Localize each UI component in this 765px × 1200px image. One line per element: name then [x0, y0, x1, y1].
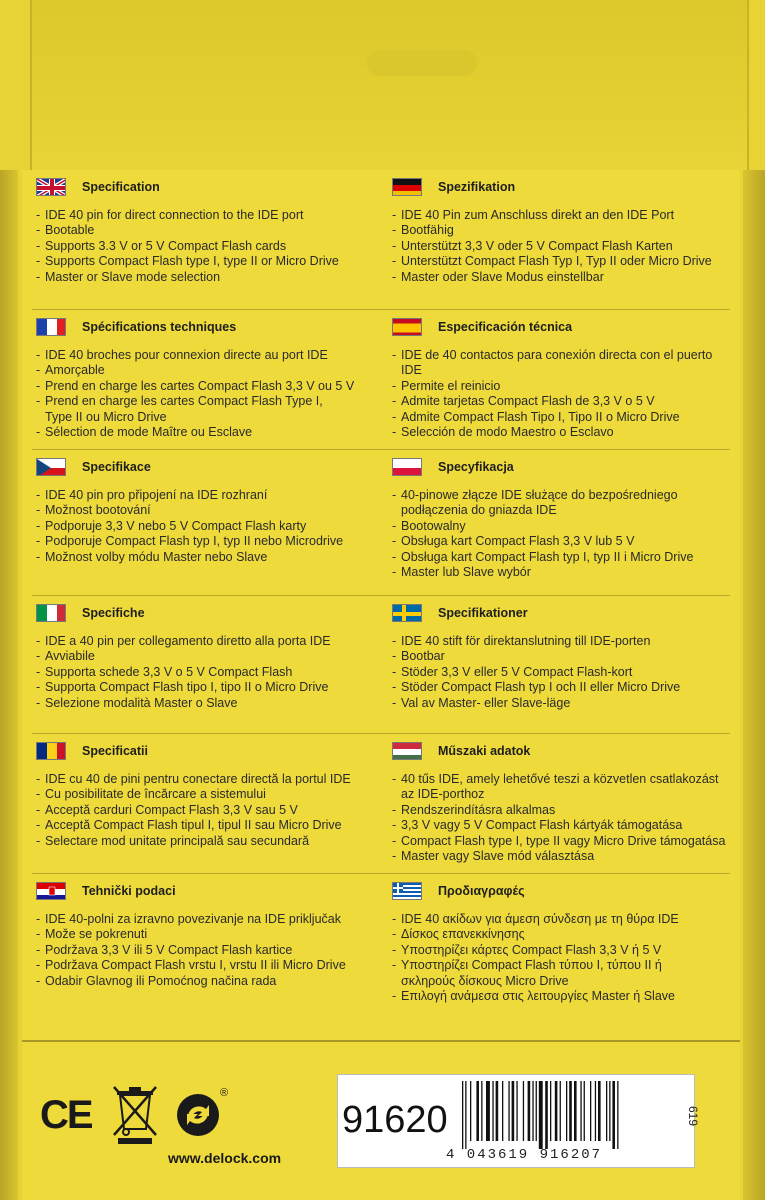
- feature-list: [392, 348, 730, 440]
- hang-slot: [367, 50, 477, 76]
- spec-section-se: [384, 596, 730, 734]
- sweden-flag-icon: [392, 604, 422, 622]
- feature-item: - Amorçable: [36, 363, 384, 378]
- hungary-flag-icon: [392, 742, 422, 760]
- feature-item: - Επιλογή ανάμεσα στις λειτουργίες Master ή Slave: [392, 989, 730, 1004]
- italy-flag-icon: [36, 604, 66, 622]
- feature-item: - Podržava Compact Flash vrstu I, vrstu II ili Micro Drive: [36, 958, 384, 973]
- feature-item: - Selectare mod unitate principală sau secundară: [36, 834, 384, 849]
- section-header: [36, 318, 384, 336]
- feature-list: [392, 634, 730, 711]
- barcode-icon: [460, 1081, 684, 1149]
- feature-item: - Bootowalny: [392, 519, 730, 534]
- certification-logos: [40, 1085, 229, 1145]
- spec-section-pl: [384, 450, 730, 596]
- feature-item: - Permite el reinicio: [392, 379, 730, 394]
- section-header: [392, 882, 730, 900]
- section-header: [36, 882, 384, 900]
- feature-list: [36, 772, 384, 849]
- weee-bin-icon: [112, 1085, 158, 1145]
- section-header: [392, 318, 730, 336]
- barcode-label: [337, 1074, 695, 1168]
- section-header: [36, 458, 384, 476]
- feature-item: - Δίσκος επανεκκίνησης: [392, 927, 730, 942]
- ce-mark-icon: CE: [40, 1092, 92, 1137]
- feature-item: - Možnost volby módu Master nebo Slave: [36, 550, 384, 565]
- feature-item: - Υποστηρίζει κάρτες Compact Flash 3,3 V ή 5 V: [392, 943, 730, 958]
- section-header: [392, 178, 730, 196]
- feature-item: - Prend en charge les cartes Compact Flash Type I, Type II ou Micro Drive: [36, 394, 384, 425]
- feature-item: - Master or Slave mode selection: [36, 270, 384, 285]
- section-title: Especificación técnica: [438, 320, 573, 334]
- spec-section-gr: [384, 874, 730, 1010]
- section-title: Προδιαγραφές: [438, 884, 525, 898]
- greece-flag-icon: [392, 882, 422, 900]
- feature-item: - Supporta schede 3,3 V o 5 V Compact Flash: [36, 665, 384, 680]
- feature-list: [392, 208, 730, 285]
- section-title: Specifikationer: [438, 606, 528, 620]
- spec-section-hr: [32, 874, 384, 1010]
- feature-list: [36, 488, 384, 565]
- product-number: 91620: [342, 1099, 448, 1141]
- feature-list: [36, 208, 384, 285]
- uk-flag-icon: [36, 178, 66, 196]
- feature-item: - Admite tarjetas Compact Flash de 3,3 V o 5 V: [392, 394, 730, 409]
- feature-item: - Bootable: [36, 223, 384, 238]
- feature-item: - IDE a 40 pin per collegamento diretto alla porta IDE: [36, 634, 384, 649]
- spec-grid: [32, 170, 730, 1010]
- feature-item: - IDE 40 pin pro připojení na IDE rozhraní: [36, 488, 384, 503]
- feature-list: [392, 488, 730, 580]
- feature-item: - 40-pinowe złącze IDE służące do bezpośredniego podłączenia do gniazda IDE: [392, 488, 730, 519]
- feature-item: - Compact Flash type I, type II vagy Micro Drive támogatása: [392, 834, 730, 849]
- france-flag-icon: [36, 318, 66, 336]
- section-header: [392, 742, 730, 760]
- divider: [22, 1040, 740, 1042]
- spec-section-hu: [384, 734, 730, 874]
- feature-item: - Acceptă Compact Flash tipul I, tipul II sau Micro Drive: [36, 818, 384, 833]
- package-top-flap: [30, 0, 749, 170]
- feature-item: - 3,3 V vagy 5 V Compact Flash kártyák támogatása: [392, 818, 730, 833]
- spec-section-ro: [32, 734, 384, 874]
- section-header: [36, 604, 384, 622]
- feature-item: - IDE 40 Pin zum Anschluss direkt an den IDE Port: [392, 208, 730, 223]
- feature-list: [392, 772, 730, 864]
- feature-item: - Bootfähig: [392, 223, 730, 238]
- barcode-digits: 4 043619 916207: [446, 1147, 603, 1163]
- feature-item: - Supporta Compact Flash tipo I, tipo II o Micro Drive: [36, 680, 384, 695]
- poland-flag-icon: [392, 458, 422, 476]
- feature-item: - 40 tűs IDE, amely lehetővé teszi a közvetlen csatlakozást az IDE-porthoz: [392, 772, 730, 803]
- section-title: Spezifikation: [438, 180, 516, 194]
- feature-item: - Cu posibilitate de încărcare a sistemului: [36, 787, 384, 802]
- recycling-icon: [176, 1087, 229, 1137]
- package-right-edge: [743, 170, 765, 1200]
- feature-item: - Master vagy Slave mód választása: [392, 849, 730, 864]
- section-header: [392, 458, 730, 476]
- feature-item: - Supports 3.3 V or 5 V Compact Flash cards: [36, 239, 384, 254]
- feature-item: - Supports Compact Flash type I, type II or Micro Drive: [36, 254, 384, 269]
- feature-item: - Selezione modalità Master o Slave: [36, 696, 384, 711]
- section-title: Műszaki adatok: [438, 744, 531, 758]
- feature-item: - Podporuje Compact Flash typ I, typ II nebo Microdrive: [36, 534, 384, 549]
- spec-section-it: [32, 596, 384, 734]
- section-title: Specificatii: [82, 744, 148, 758]
- feature-item: - Obsługa kart Compact Flash 3,3 V lub 5 V: [392, 534, 730, 549]
- feature-item: - Master oder Slave Modus einstellbar: [392, 270, 730, 285]
- spec-section-es: [384, 310, 730, 450]
- feature-item: - IDE cu 40 de pini pentru conectare directă la portul IDE: [36, 772, 384, 787]
- section-title: Tehnički podaci: [82, 884, 176, 898]
- registered-mark: ®: [220, 1087, 229, 1099]
- feature-item: - Υποστηρίζει Compact Flash τύπου I, τύπου II ή σκληρούς δίσκους Micro Drive: [392, 958, 730, 989]
- feature-item: - Podporuje 3,3 V nebo 5 V Compact Flash karty: [36, 519, 384, 534]
- feature-item: - Val av Master- eller Slave-läge: [392, 696, 730, 711]
- spec-section-de: [384, 170, 730, 310]
- feature-item: - IDE 40 ακίδων για άμεση σύνδεση με τη θύρα IDE: [392, 912, 730, 927]
- feature-item: - Stöder 3,3 V eller 5 V Compact Flash-kort: [392, 665, 730, 680]
- package-left-edge: [0, 170, 18, 1200]
- feature-item: - Master lub Slave wybór: [392, 565, 730, 580]
- feature-list: [36, 634, 384, 711]
- croatia-flag-icon: [36, 882, 66, 900]
- feature-list: [392, 912, 730, 1004]
- feature-item: - Podržava 3,3 V ili 5 V Compact Flash kartice: [36, 943, 384, 958]
- czech-flag-icon: [36, 458, 66, 476]
- section-header: [36, 742, 384, 760]
- feature-list: [36, 348, 384, 440]
- section-header: [36, 178, 384, 196]
- section-title: Specyfikacja: [438, 460, 514, 474]
- website-url: www.delock.com: [168, 1150, 282, 1166]
- section-title: Specification: [82, 180, 160, 194]
- feature-item: - IDE 40 broches pour connexion directe au port IDE: [36, 348, 384, 363]
- section-header: [392, 604, 730, 622]
- feature-item: - Stöder Compact Flash typ I och II eller Micro Drive: [392, 680, 730, 695]
- spec-section-en: [32, 170, 384, 310]
- feature-item: - Unterstützt Compact Flash Typ I, Typ II oder Micro Drive: [392, 254, 730, 269]
- feature-item: - Acceptă carduri Compact Flash 3,3 V sau 5 V: [36, 803, 384, 818]
- feature-item: - Bootbar: [392, 649, 730, 664]
- germany-flag-icon: [392, 178, 422, 196]
- feature-item: - Admite Compact Flash Tipo I, Tipo II o Micro Drive: [392, 410, 730, 425]
- spec-panel: [22, 170, 740, 1200]
- romania-flag-icon: [36, 742, 66, 760]
- feature-item: - Odabir Glavnog ili Pomoćnog načina rada: [36, 974, 384, 989]
- feature-item: - Unterstützt 3,3 V oder 5 V Compact Flash Karten: [392, 239, 730, 254]
- section-title: Specifiche: [82, 606, 145, 620]
- feature-list: [36, 912, 384, 989]
- section-title: Spécifications techniques: [82, 320, 237, 334]
- spec-section-fr: [32, 310, 384, 450]
- feature-item: - Možnost bootování: [36, 503, 384, 518]
- section-title: Specifikace: [82, 460, 151, 474]
- feature-item: - Može se pokrenuti: [36, 927, 384, 942]
- spec-section-cz: [32, 450, 384, 596]
- feature-item: - Selección de modo Maestro o Esclavo: [392, 425, 730, 440]
- feature-item: - IDE 40 pin for direct connection to the IDE port: [36, 208, 384, 223]
- feature-item: - Rendszerindításra alkalmas: [392, 803, 730, 818]
- side-code: 619: [686, 1106, 700, 1127]
- feature-item: - IDE 40 stift för direktanslutning till IDE-porten: [392, 634, 730, 649]
- feature-item: - Obsługa kart Compact Flash typ I, typ II i Micro Drive: [392, 550, 730, 565]
- feature-item: - Prend en charge les cartes Compact Flash 3,3 V ou 5 V: [36, 379, 384, 394]
- feature-item: - Avviabile: [36, 649, 384, 664]
- feature-item: - Sélection de mode Maître ou Esclave: [36, 425, 384, 440]
- feature-item: - IDE de 40 contactos para conexión directa con el puerto IDE: [392, 348, 730, 379]
- spain-flag-icon: [392, 318, 422, 336]
- feature-item: - IDE 40-polni za izravno povezivanje na IDE priključak: [36, 912, 384, 927]
